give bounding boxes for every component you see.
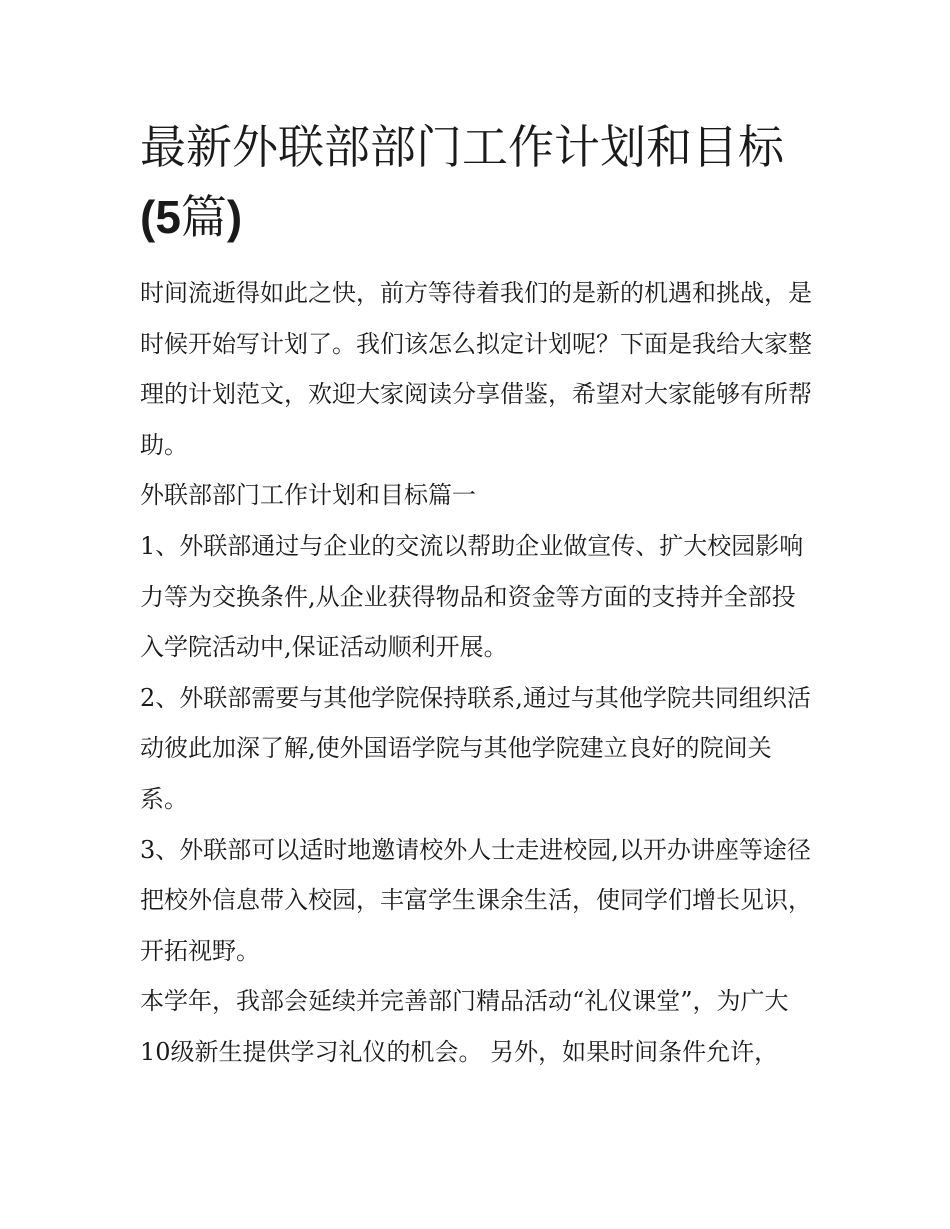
list-item-1: 1、外联部通过与企业的交流以帮助企业做宣传、扩大校园影响力等为交换条件,从企业获得物品和资金等方面的支持并全部投入学院活动中,保证活动顺利开展。 [140, 531, 804, 662]
intro-paragraph: 时间流逝得如此之快，前方等待着我们的是新的机遇和挑战，是时候开始写计划了。我们该怎么拟定计划呢？下面是我给大家整理的计划范文，欢迎大家阅读分享借鉴，希望对大家能够有所帮助。 [140, 279, 812, 459]
list-item-2: 2、外联部需要与其他学院保持联系,通过与其他学院共同组织活动彼此加深了解,使外国语学院与其他学院建立良好的院间关系。 [140, 683, 811, 813]
section-heading: 外联部部门工作计划和目标篇一 [140, 481, 476, 510]
paragraph-list [140, 268, 815, 1078]
body-paragraph: 本学年，我部会延续并完善部门精品活动“礼仪课堂”，为广大10级新生提供学习礼仪的机会。 另外，如果时间条件允许， [140, 987, 789, 1066]
document-body [140, 112, 815, 1078]
list-item-3: 3、外联部可以适时地邀请校外人士走进校园,以开办讲座等途径把校外信息带入校园，丰富学生课余生活，使同学们增长见识，开拓视野。 [140, 835, 812, 965]
document-title: 最新外联部部门工作计划和目标(5篇) [140, 120, 784, 244]
